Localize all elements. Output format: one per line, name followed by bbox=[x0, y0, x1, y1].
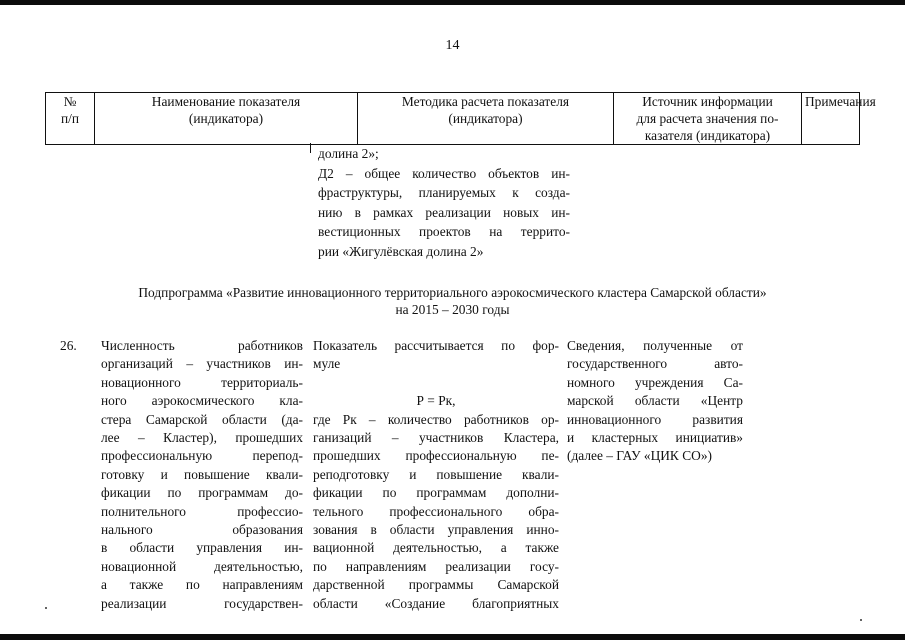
bottom-scan-border bbox=[0, 634, 905, 640]
header-notes: Примечания bbox=[802, 93, 860, 145]
table-header bbox=[45, 92, 876, 145]
table-header-row bbox=[46, 93, 860, 145]
calculation-method: Показатель рассчитывается по фор- муле Р = Рк, где Рк – количество работников ор- ганизаций – участников Кластера, прошедших профессиональную пе- реподготовку и повышение квали- фикации по программам дополни- тельного профессионального обра- зования в области управления инно- вационной деятельностью, а также по направлениям реализации госу- дарственной программы Самарской области «Создание благоприятных bbox=[313, 338, 559, 611]
formula: Р = Рк, bbox=[416, 393, 456, 409]
header-indicator-name: Наименование показателя (индикатора) bbox=[95, 93, 358, 145]
method-continuation: долина 2»; Д2 – общее количество объектов ин- фраструктуры, планируемых к созда- нию в рамках реализации новых ин- вестиционных проектов на террито- рии «Жигулёвская долина 2» bbox=[318, 146, 570, 259]
information-source: Сведения, полученные от государственного авто- номного учреждения Са- марской области «Центр инновационного развития и кластерных инициатив» (далее – ГАУ «ЦИК СО») bbox=[567, 338, 743, 464]
scan-speck bbox=[45, 607, 47, 609]
column-divider-tail bbox=[310, 143, 311, 153]
header-source: Источник информации для расчета значения по- казателя (индикатора) bbox=[614, 93, 802, 145]
header-number: № п/п bbox=[46, 93, 95, 145]
subprogram-title: Подпрограмма «Развитие инновационного территориального аэрокосмического кластера Самарской области» на 2015 – 2030 годы bbox=[138, 285, 767, 317]
header-method: Методика расчета показателя (индикатора) bbox=[358, 93, 614, 145]
scan-speck bbox=[860, 619, 862, 621]
row-number: 26. bbox=[60, 338, 77, 353]
indicator-name: Численность работников организаций – участников ин- новационного территориаль- ного аэрокосмического кла- стера Самарской области (да- лее – Кластер), прошедших профессиональную перепод- готовку и повышение квали- фикации по программам до- полнительного профессио- нального образования в области управления ин- новационной деятельностью, а также по направлениям реализации государствен- bbox=[101, 338, 303, 611]
page-number: 14 bbox=[445, 38, 460, 53]
top-scan-border bbox=[0, 0, 905, 5]
